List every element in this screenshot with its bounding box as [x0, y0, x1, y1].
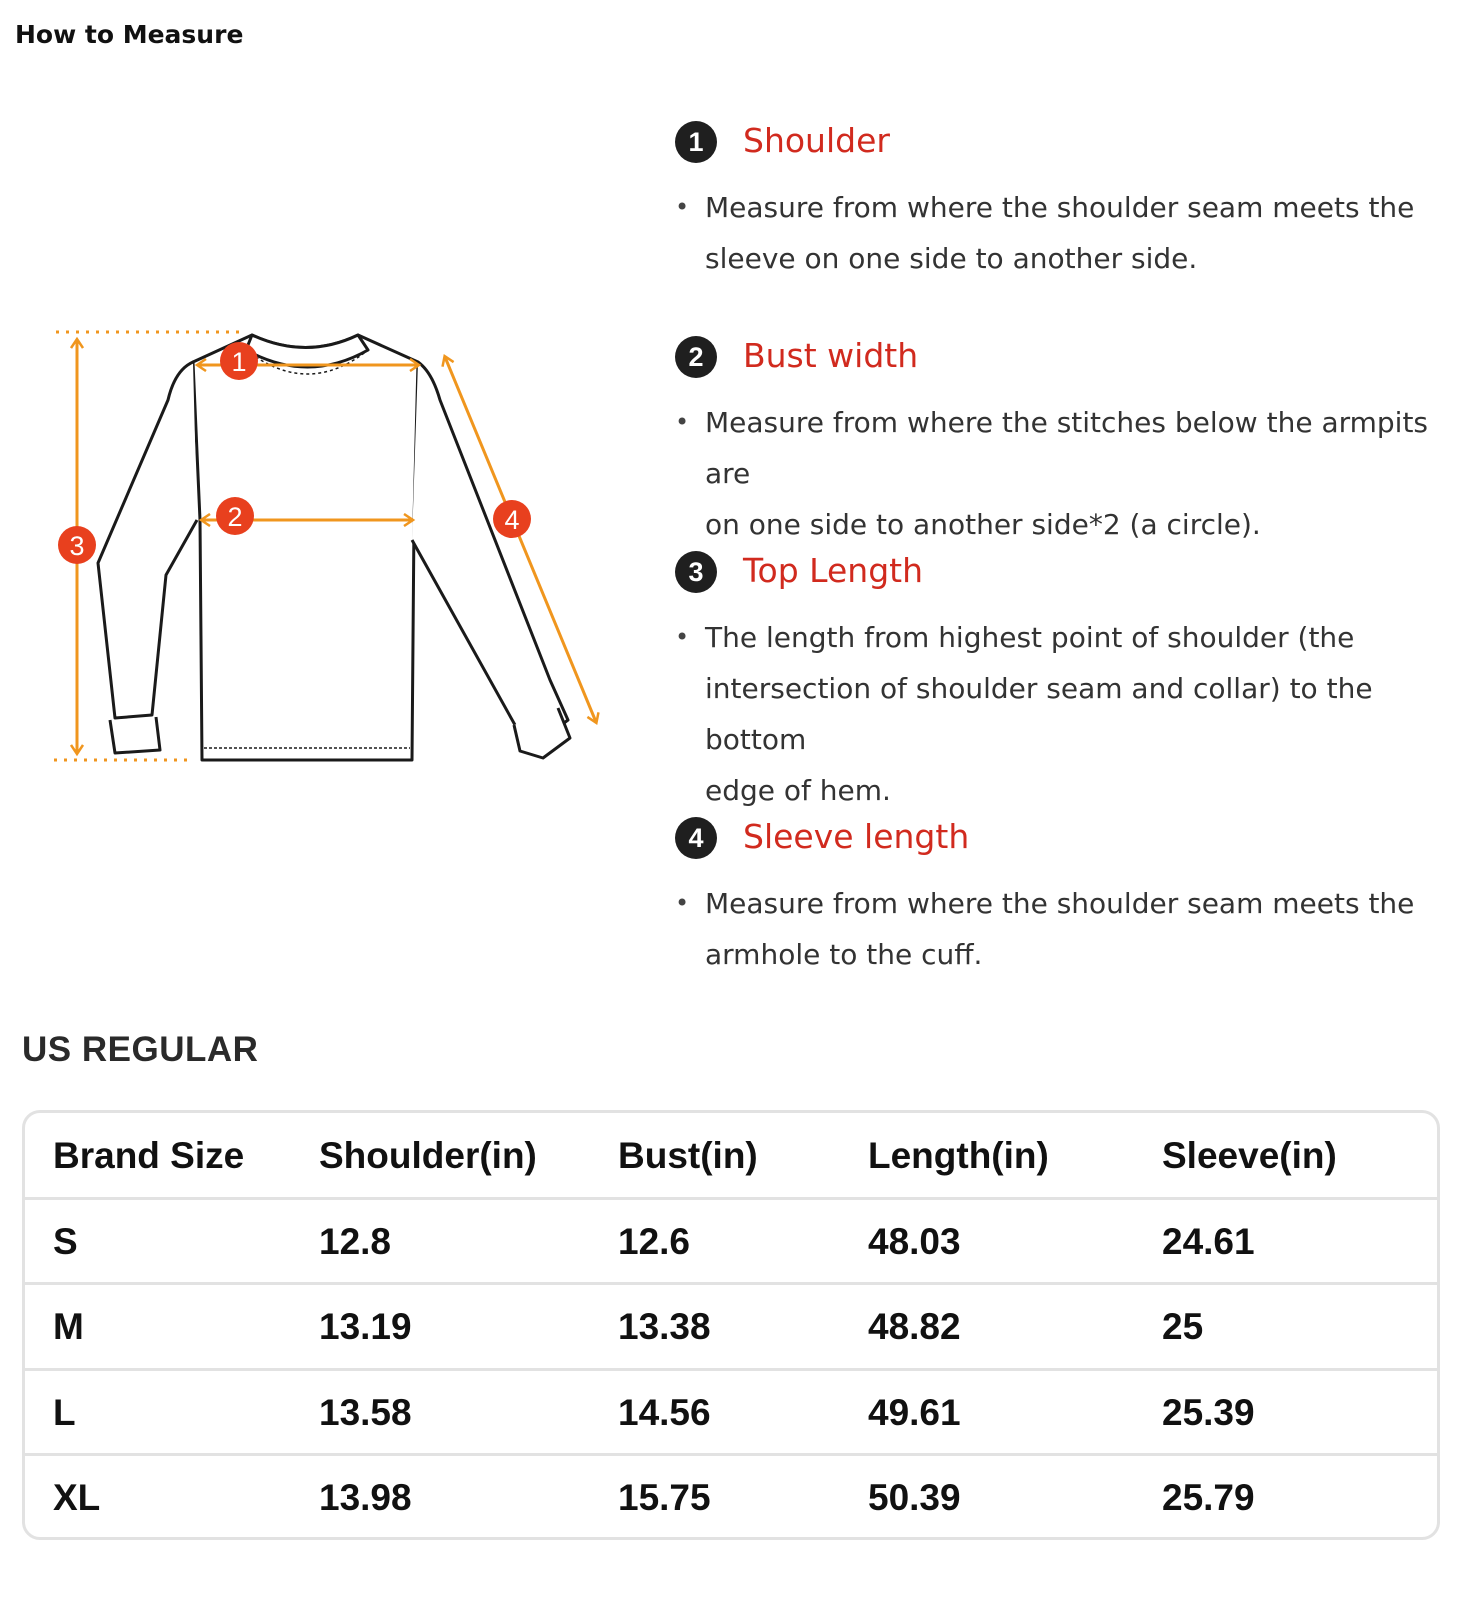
column-header-brand-size: Brand Size: [53, 1135, 245, 1176]
length-cell: 48.82: [868, 1306, 961, 1347]
marker-2: [216, 497, 254, 535]
desc-line: Measure from where the shoulder seam meets the: [705, 887, 1415, 920]
shoulder-cell: 13.58: [319, 1392, 412, 1433]
bullet-icon: •: [675, 193, 690, 221]
marker-3: [58, 526, 96, 564]
page-title: How to Measure: [15, 20, 244, 49]
sleeve-cell: 24.61: [1162, 1221, 1255, 1262]
step-description: [675, 182, 1450, 284]
shoulder-cell: 13.98: [319, 1477, 412, 1518]
svg-text:1: 1: [231, 347, 247, 377]
marker-4: [493, 500, 531, 538]
step-number-badge: 3: [675, 551, 717, 593]
column-header-length: Length(in): [868, 1135, 1049, 1176]
table-header-row: [25, 1113, 1437, 1198]
sleeve-cell: 25.39: [1162, 1392, 1255, 1433]
table-row: [25, 1455, 1437, 1540]
bust-cell: 12.6: [618, 1221, 691, 1262]
desc-line: edge of hem.: [705, 774, 891, 807]
size-cell: M: [53, 1306, 84, 1347]
desc-line: sleeve on one side to another side.: [705, 242, 1198, 275]
table-row: [25, 1284, 1437, 1369]
bust-cell: 14.56: [618, 1392, 711, 1433]
length-cell: 48.03: [868, 1221, 961, 1262]
step-number-badge: 1: [675, 121, 717, 163]
length-cell: 49.61: [868, 1392, 961, 1433]
svg-text:2: 2: [227, 502, 243, 532]
step-sleeve-length: [675, 814, 1450, 980]
sleeve-cell: 25: [1162, 1306, 1204, 1347]
table-row: [25, 1370, 1437, 1455]
step-title: Sleeve length: [743, 817, 970, 856]
step-title: Top Length: [743, 551, 924, 590]
desc-line: The length from highest point of shoulder (the: [705, 621, 1355, 654]
column-header-shoulder: Shoulder(in): [319, 1135, 537, 1176]
bust-cell: 13.38: [618, 1306, 711, 1347]
sweater-outline: [98, 335, 570, 760]
svg-text:4: 4: [504, 505, 520, 535]
column-header-bust: Bust(in): [618, 1135, 758, 1176]
step-title: Bust width: [743, 336, 919, 375]
svg-text:3: 3: [69, 531, 85, 561]
bust-cell: 15.75: [618, 1477, 711, 1518]
marker-1: [220, 342, 258, 380]
step-shoulder: [675, 118, 1450, 284]
shoulder-cell: 13.19: [319, 1306, 412, 1347]
bullet-icon: •: [675, 623, 690, 651]
bullet-icon: •: [675, 889, 690, 917]
size-cell: S: [53, 1221, 78, 1262]
step-description: [675, 397, 1450, 550]
shoulder-cell: 12.8: [319, 1221, 392, 1262]
step-number-badge: 4: [675, 817, 717, 859]
step-number-badge: 2: [675, 336, 717, 378]
column-header-sleeve: Sleeve(in): [1162, 1135, 1337, 1176]
table-row: [25, 1199, 1437, 1284]
desc-line: on one side to another side*2 (a circle).: [705, 508, 1261, 541]
desc-line: Measure from where the shoulder seam meets the: [705, 191, 1415, 224]
step-bust-width: [675, 333, 1450, 550]
size-cell: XL: [53, 1477, 101, 1518]
step-top-length: [675, 548, 1450, 816]
desc-line: armhole to the cuff.: [705, 938, 983, 971]
step-description: [675, 878, 1450, 980]
size-chart-title: US REGULAR: [22, 1030, 259, 1069]
desc-line: intersection of shoulder seam and collar) to the bottom: [705, 672, 1373, 756]
length-cell: 50.39: [868, 1477, 961, 1518]
size-chart-table: [22, 1110, 1440, 1540]
desc-line: Measure from where the stitches below the armpits are: [705, 406, 1429, 490]
measurement-diagram: [40, 320, 640, 800]
size-cell: L: [53, 1392, 76, 1433]
step-description: [675, 612, 1450, 816]
sleeve-cell: 25.79: [1162, 1477, 1255, 1518]
bullet-icon: •: [675, 408, 690, 436]
step-title: Shoulder: [743, 121, 890, 160]
